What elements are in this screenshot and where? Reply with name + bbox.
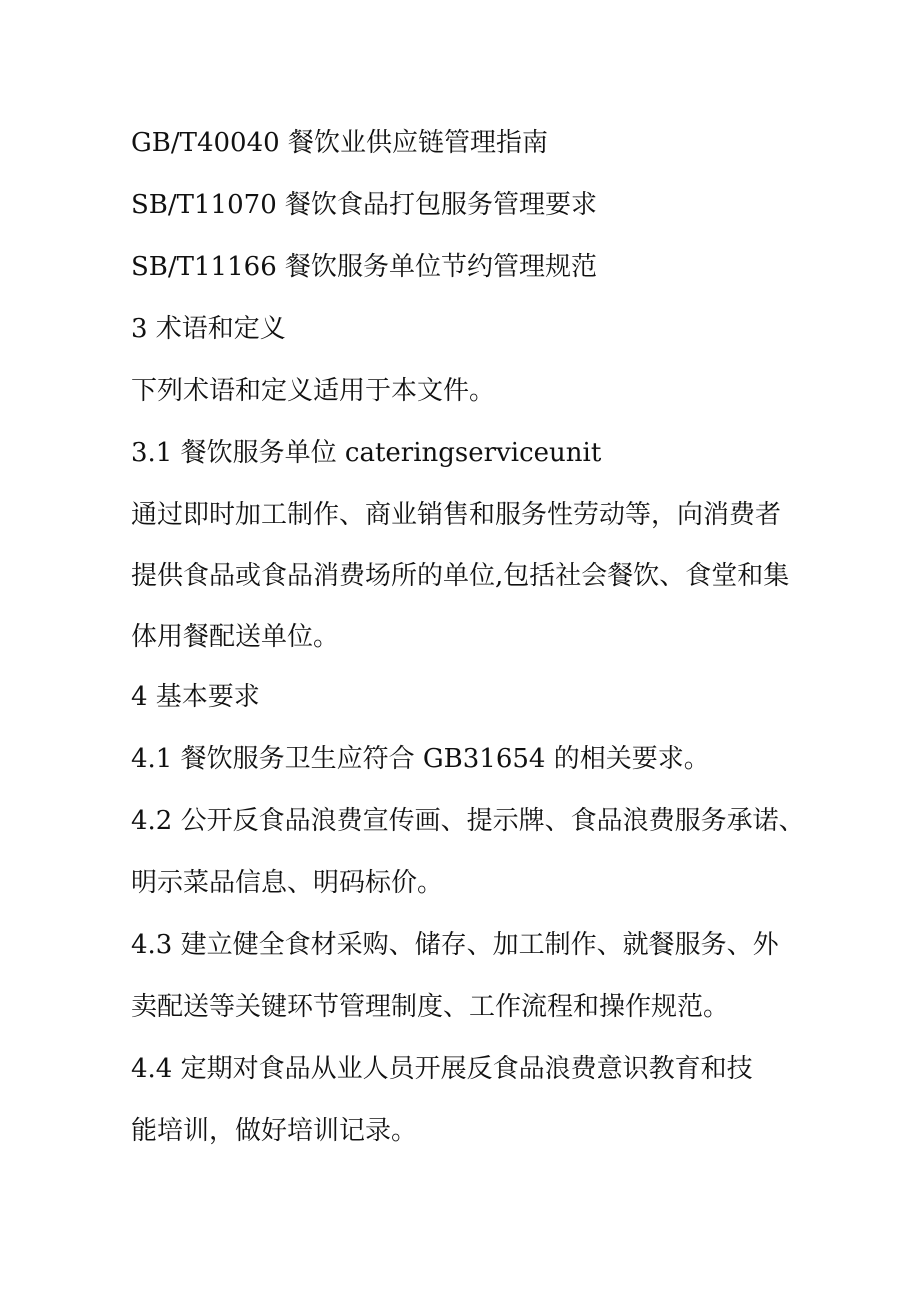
clause-4-1: 4.1 餐饮服务卫生应符合 GB31654 的相关要求。 [131,744,710,774]
standard-reference-gbt40040: GB/T40040 餐饮业供应链管理指南 [131,128,548,158]
standard-reference-sbt11070: SB/T11070 餐饮食品打包服务管理要求 [131,190,597,220]
paragraph-terms-intro: 下列术语和定义适用于本文件。 [131,376,496,406]
clause-4-3-line-1: 4.3 建立健全食材采购、储存、加工制作、就餐服务、外 [131,930,779,960]
clause-4-2-line-2: 明示菜品信息、明码标价。 [131,868,444,898]
section-heading-terms-definitions: 3 术语和定义 [131,314,286,344]
clause-4-2-line-1: 4.2 公开反食品浪费宣传画、提示牌、食品浪费服务承诺、 [131,806,805,836]
standard-reference-sbt11166: SB/T11166 餐饮服务单位节约管理规范 [131,252,597,282]
paragraph-definition-line-2: 提供食品或食品消费场所的单位,包括社会餐饮、食堂和集 [131,561,790,591]
clause-4-4-line-1: 4.4 定期对食品从业人员开展反食品浪费意识教育和技 [131,1054,753,1084]
paragraph-definition-line-1: 通过即时加工制作、商业销售和服务性劳动等，向消费者 [131,500,782,530]
clause-4-3-line-2: 卖配送等关键环节管理制度、工作流程和操作规范。 [131,992,730,1022]
term-heading-catering-service-unit: 3.1 餐饮服务单位 cateringserviceunit [131,438,602,468]
section-heading-basic-requirements: 4 基本要求 [131,682,260,712]
clause-4-4-line-2: 能培训，做好培训记录。 [131,1116,418,1146]
paragraph-definition-line-3: 体用餐配送单位。 [131,622,340,652]
